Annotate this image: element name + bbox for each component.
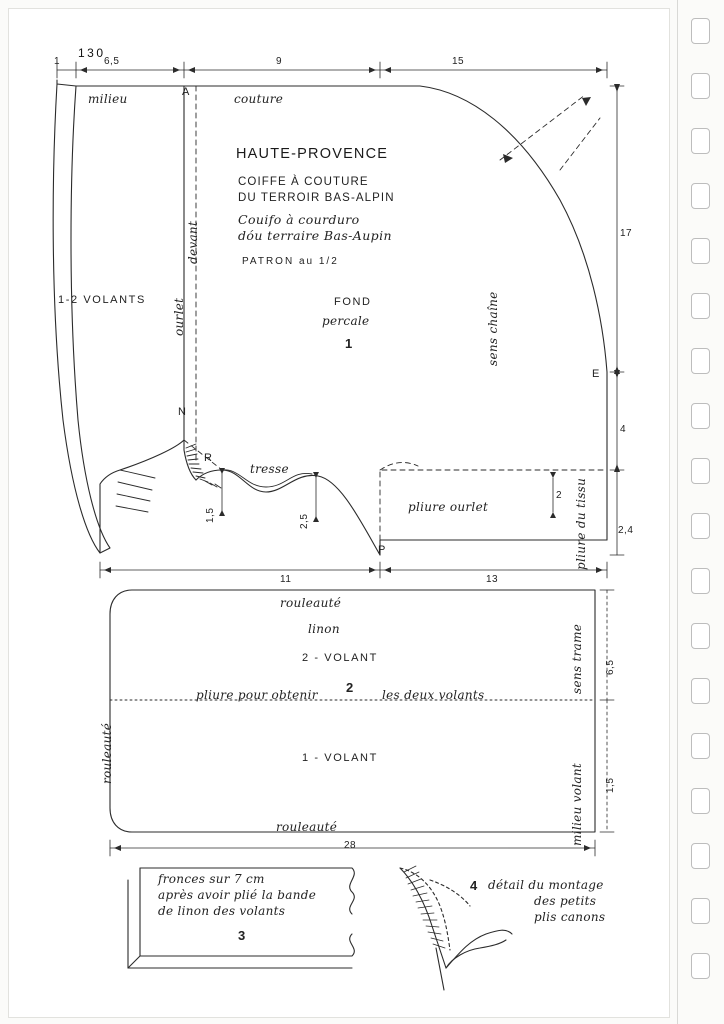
dim-inner-2: 2 xyxy=(556,490,563,501)
piece2-material: linon xyxy=(308,622,340,636)
piece1-left-lower-edge xyxy=(100,440,184,553)
piece3-note-2: après avoir plié la bande xyxy=(158,888,317,902)
label-devant: devant xyxy=(186,220,200,264)
label-pliure-ourlet: pliure ourlet xyxy=(408,500,489,514)
piece4-ribbon xyxy=(446,930,512,968)
dim-top-15: 15 xyxy=(452,56,465,67)
label-milieu: milieu xyxy=(88,92,128,106)
piece2-number: 2 xyxy=(346,680,354,695)
label-sens-chaine: sens chaîne xyxy=(486,291,500,366)
piece2-label-volant1: 1 - VOLANT xyxy=(302,752,378,764)
sheet-occitan-2: dóu terraire Bas-Aupin xyxy=(238,228,392,243)
piece4-number: 4 xyxy=(470,878,478,893)
piece4-tail xyxy=(436,948,444,990)
sheet-occitan-1: Couifo à courduro xyxy=(238,212,360,227)
piece4-curve-left xyxy=(400,868,446,968)
point-r-label: R xyxy=(204,452,214,464)
dim-inner-1-5: 1,5 xyxy=(205,507,216,523)
piece2-fold-note-2: les deux volants xyxy=(382,688,485,702)
piece2-left-edge-label: rouleauté xyxy=(100,722,114,784)
dim-right-2-4: 2,4 xyxy=(618,525,634,536)
label-couture: couture xyxy=(234,92,284,106)
piece3-number: 3 xyxy=(238,928,246,943)
piece2-bottom-edge-label: rouleauté xyxy=(276,820,338,834)
piece3-note-1: fronces sur 7 cm xyxy=(158,872,265,886)
dim-piece2-1-5: 1,5 xyxy=(605,777,616,793)
piece4-curve-dashed xyxy=(400,868,450,950)
dim-bottom-11: 11 xyxy=(280,574,292,585)
piece1-bias-arrow-line xyxy=(500,95,585,160)
point-a-label: A xyxy=(182,86,191,98)
point-e-label: E xyxy=(592,368,601,380)
label-ourlet: ourlet xyxy=(172,297,186,336)
point-p-label: P xyxy=(378,544,387,556)
dim-top-9: 9 xyxy=(276,56,283,67)
sheet-title: HAUTE-PROVENCE xyxy=(236,146,389,162)
piece2-right-edge-2: milieu volant xyxy=(570,763,584,846)
dim-inner-2-5: 2,5 xyxy=(299,513,310,529)
piece4-note-1: détail du montage xyxy=(488,878,604,892)
piece1-dashed-diag-n-r xyxy=(184,440,222,470)
piece2-outline xyxy=(110,590,595,832)
piece1-bottom-right-edge xyxy=(380,540,607,555)
sheet-subtitle-1: COIFFE À COUTURE xyxy=(238,176,369,188)
piece2-fold-note: pliure pour obtenir xyxy=(196,688,318,702)
dim-piece2-28: 28 xyxy=(344,840,357,851)
dim-top-1: 1 xyxy=(54,56,61,67)
label-pliure-du-tissu: pliure du tissu xyxy=(574,477,588,570)
sheet-scale-note: PATRON au 1/2 xyxy=(242,256,339,267)
label-fond: FOND xyxy=(334,296,372,308)
dim-right-4: 4 xyxy=(620,424,627,435)
piece4-ribbon2 xyxy=(446,940,506,968)
label-volants: 1-2 VOLANTS xyxy=(58,294,146,306)
piece4-note-3: plis canons xyxy=(534,910,606,924)
dim-right-17: 17 xyxy=(620,228,633,239)
dim-piece2-6-5: 6,5 xyxy=(605,659,616,675)
sheet-subtitle-2: DU TERROIR BAS-ALPIN xyxy=(238,192,395,204)
piece2-top-edge-label: rouleauté xyxy=(280,596,342,610)
label-tresse: tresse xyxy=(250,462,289,476)
dim-bottom-13: 13 xyxy=(486,574,499,585)
piece3-corner xyxy=(128,956,140,968)
piece1-number: 1 xyxy=(345,336,353,351)
dim-top-6-5: 6,5 xyxy=(104,56,120,67)
piece3-note-3: de linon des volants xyxy=(158,904,286,918)
piece2-right-edge-1: sens trame xyxy=(570,623,584,694)
catalog-number: 130 xyxy=(78,46,106,60)
label-percale: percale xyxy=(322,314,370,328)
piece4-note-2: des petits xyxy=(534,894,597,908)
point-n-label: N xyxy=(178,406,188,418)
piece2-label-volant2: 2 - VOLANT xyxy=(302,652,378,664)
piece1-neck-curve xyxy=(196,470,380,555)
